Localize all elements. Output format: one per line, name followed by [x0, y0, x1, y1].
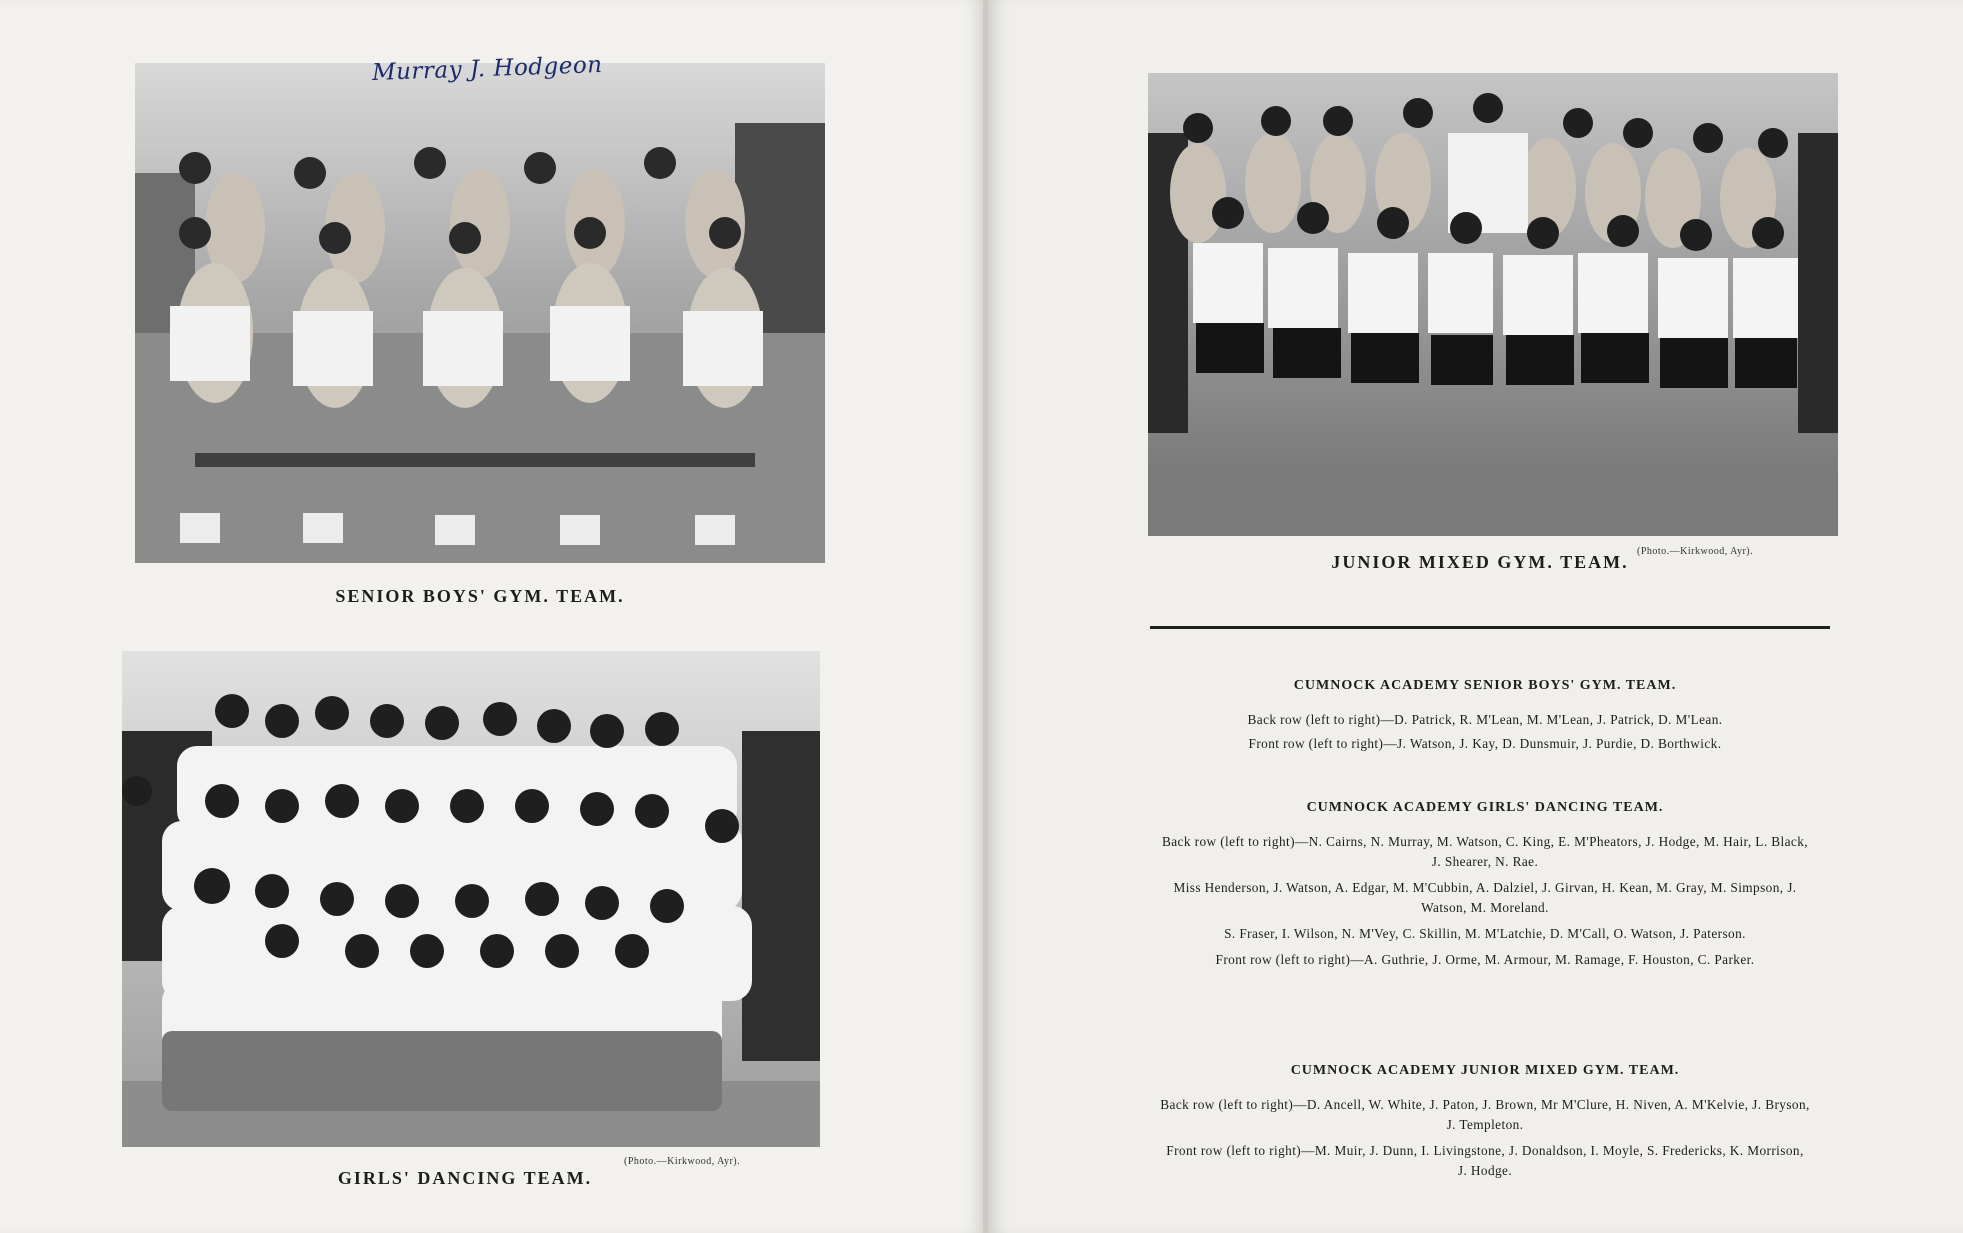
roster-heading: CUMNOCK ACADEMY GIRLS' DANCING TEAM.: [1306, 800, 1664, 815]
junior-mixed-gym-team-photo: [1148, 73, 1838, 536]
roster-line: Front row (left to right)—M. Muir, J. Dunn, I. Livingstone, J. Donaldson, I. Moyle, S. Fredericks, K. Morrison, J. Hodge.: [1166, 1143, 1804, 1178]
handwritten-signature: Murray J. Hodgeon: [371, 51, 603, 87]
senior-boys-gym-team-photo: [135, 63, 825, 563]
roster-line: Back row (left to right)—D. Ancell, W. White, J. Paton, J. Brown, Mr M'Clure, H. Niven, A. M'Kelvie, J. Bryson, J. Templeton.: [1160, 1097, 1810, 1132]
junior-mixed-caption: JUNIOR MIXED GYM. TEAM.: [1331, 552, 1629, 572]
roster-line: Front row (left to right)—A. Guthrie, J. Orme, M. Armour, M. Ramage, F. Houston, C. Parker.: [1215, 952, 1755, 967]
girls-dancing-caption: GIRLS' DANCING TEAM.: [337, 1168, 593, 1188]
roster-line: Back row (left to right)—D. Patrick, R. M'Lean, M. M'Lean, J. Patrick, D. M'Lean.: [1247, 712, 1723, 727]
section-divider: [1150, 626, 1830, 629]
senior-boys-roster: [1160, 678, 1810, 754]
junior-mixed-roster: [1160, 1063, 1810, 1181]
roster-line: Miss Henderson, J. Watson, A. Edgar, M. M'Cubbin, A. Dalziel, J. Girvan, H. Kean, M. Gray, M. Simpson, J. Watson, M. Moreland.: [1173, 880, 1797, 915]
roster-line: Back row (left to right)—N. Cairns, N. Murray, M. Watson, C. King, E. M'Pheators, J. Hodge, M. Hair, L. Black, J. Shearer, N. Rae.: [1161, 834, 1809, 869]
girls-dancing-photo-credit: (Photo.—Kirkwood, Ayr).: [624, 1156, 741, 1167]
roster-line: Front row (left to right)—J. Watson, J. Kay, D. Dunsmuir, J. Purdie, D. Borthwick.: [1248, 736, 1722, 751]
girls-dancing-roster: [1160, 800, 1810, 970]
girls-dancing-team-photo: [122, 651, 820, 1147]
roster-heading: CUMNOCK ACADEMY SENIOR BOYS' GYM. TEAM.: [1293, 678, 1677, 693]
roster-heading: CUMNOCK ACADEMY JUNIOR MIXED GYM. TEAM.: [1290, 1063, 1680, 1078]
roster-line: S. Fraser, I. Wilson, N. M'Vey, C. Skillin, M. M'Latchie, D. M'Call, O. Watson, J. Paterson.: [1224, 926, 1746, 941]
junior-mixed-photo-credit: (Photo.—Kirkwood, Ayr).: [1637, 546, 1754, 557]
senior-boys-caption: SENIOR BOYS' GYM. TEAM.: [335, 586, 625, 606]
